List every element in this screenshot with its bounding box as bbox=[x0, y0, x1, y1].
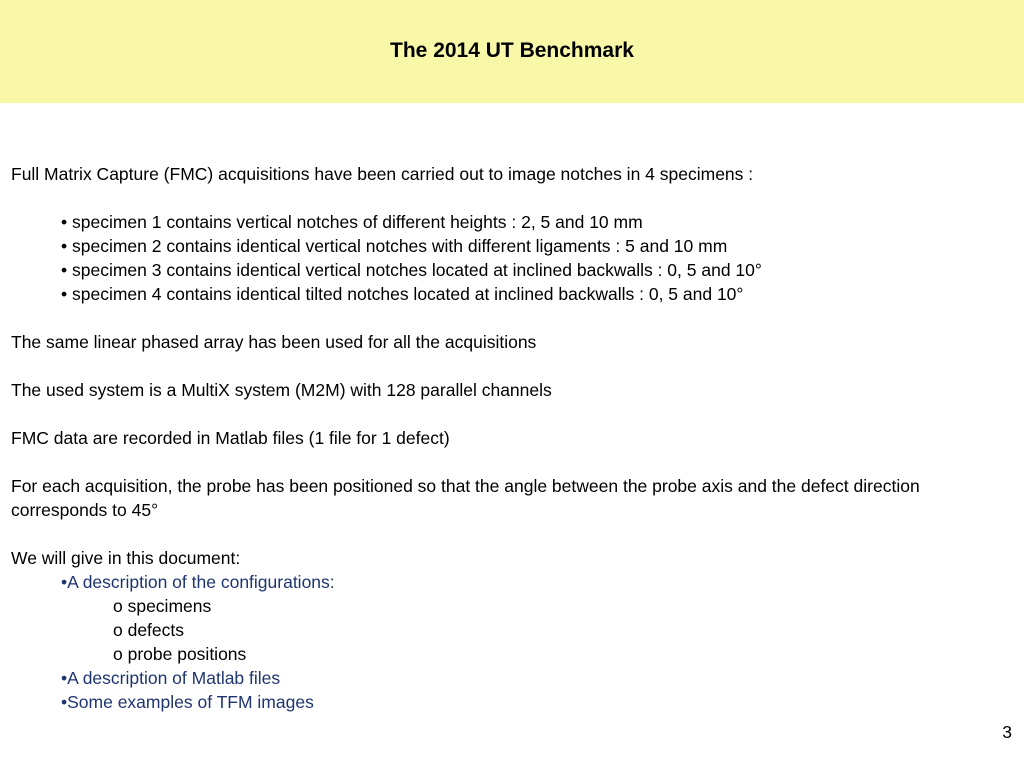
intro-text: Full Matrix Capture (FMC) acquisitions have been carried out to image notches in 4 specimens : bbox=[11, 164, 754, 184]
specimen-item: • specimen 4 contains identical tilted notches located at inclined backwalls : 0, 5 and 10° bbox=[61, 284, 744, 304]
specimen-list bbox=[11, 210, 1011, 306]
probe-paragraph: For each acquisition, the probe has been positioned so that the angle between the probe axis and the defect direction corresponds to 45° bbox=[11, 476, 920, 520]
specimen-item: • specimen 3 contains identical vertical notches located at inclined backwalls : 0, 5 and 10° bbox=[61, 260, 762, 280]
array-paragraph: The same linear phased array has been used for all the acquisitions bbox=[11, 332, 537, 352]
specimen-item: • specimen 1 contains vertical notches of different heights : 2, 5 and 10 mm bbox=[61, 212, 643, 232]
slide-title: The 2014 UT Benchmark bbox=[390, 39, 634, 62]
contents-item-configurations: •A description of the configurations: bbox=[61, 572, 335, 592]
contents-subitem: o probe positions bbox=[113, 644, 247, 664]
contents-item-matlab-files: •A description of Matlab files bbox=[61, 668, 281, 688]
page-number: 3 bbox=[1002, 722, 1012, 742]
system-paragraph: The used system is a MultiX system (M2M) with 128 parallel channels bbox=[11, 380, 552, 400]
slide-body bbox=[11, 162, 1011, 714]
contents-subitem: o specimens bbox=[113, 596, 212, 616]
contents-subitem: o defects bbox=[113, 620, 185, 640]
title-band bbox=[0, 0, 1024, 103]
contents-list bbox=[11, 570, 1011, 714]
specimen-item: • specimen 2 contains identical vertical notches with different ligaments : 5 and 10 mm bbox=[61, 236, 728, 256]
document-intro: We will give in this document: bbox=[11, 548, 241, 568]
contents-item-tfm-images: •Some examples of TFM images bbox=[61, 692, 314, 712]
data-paragraph: FMC data are recorded in Matlab files (1 file for 1 defect) bbox=[11, 428, 450, 448]
